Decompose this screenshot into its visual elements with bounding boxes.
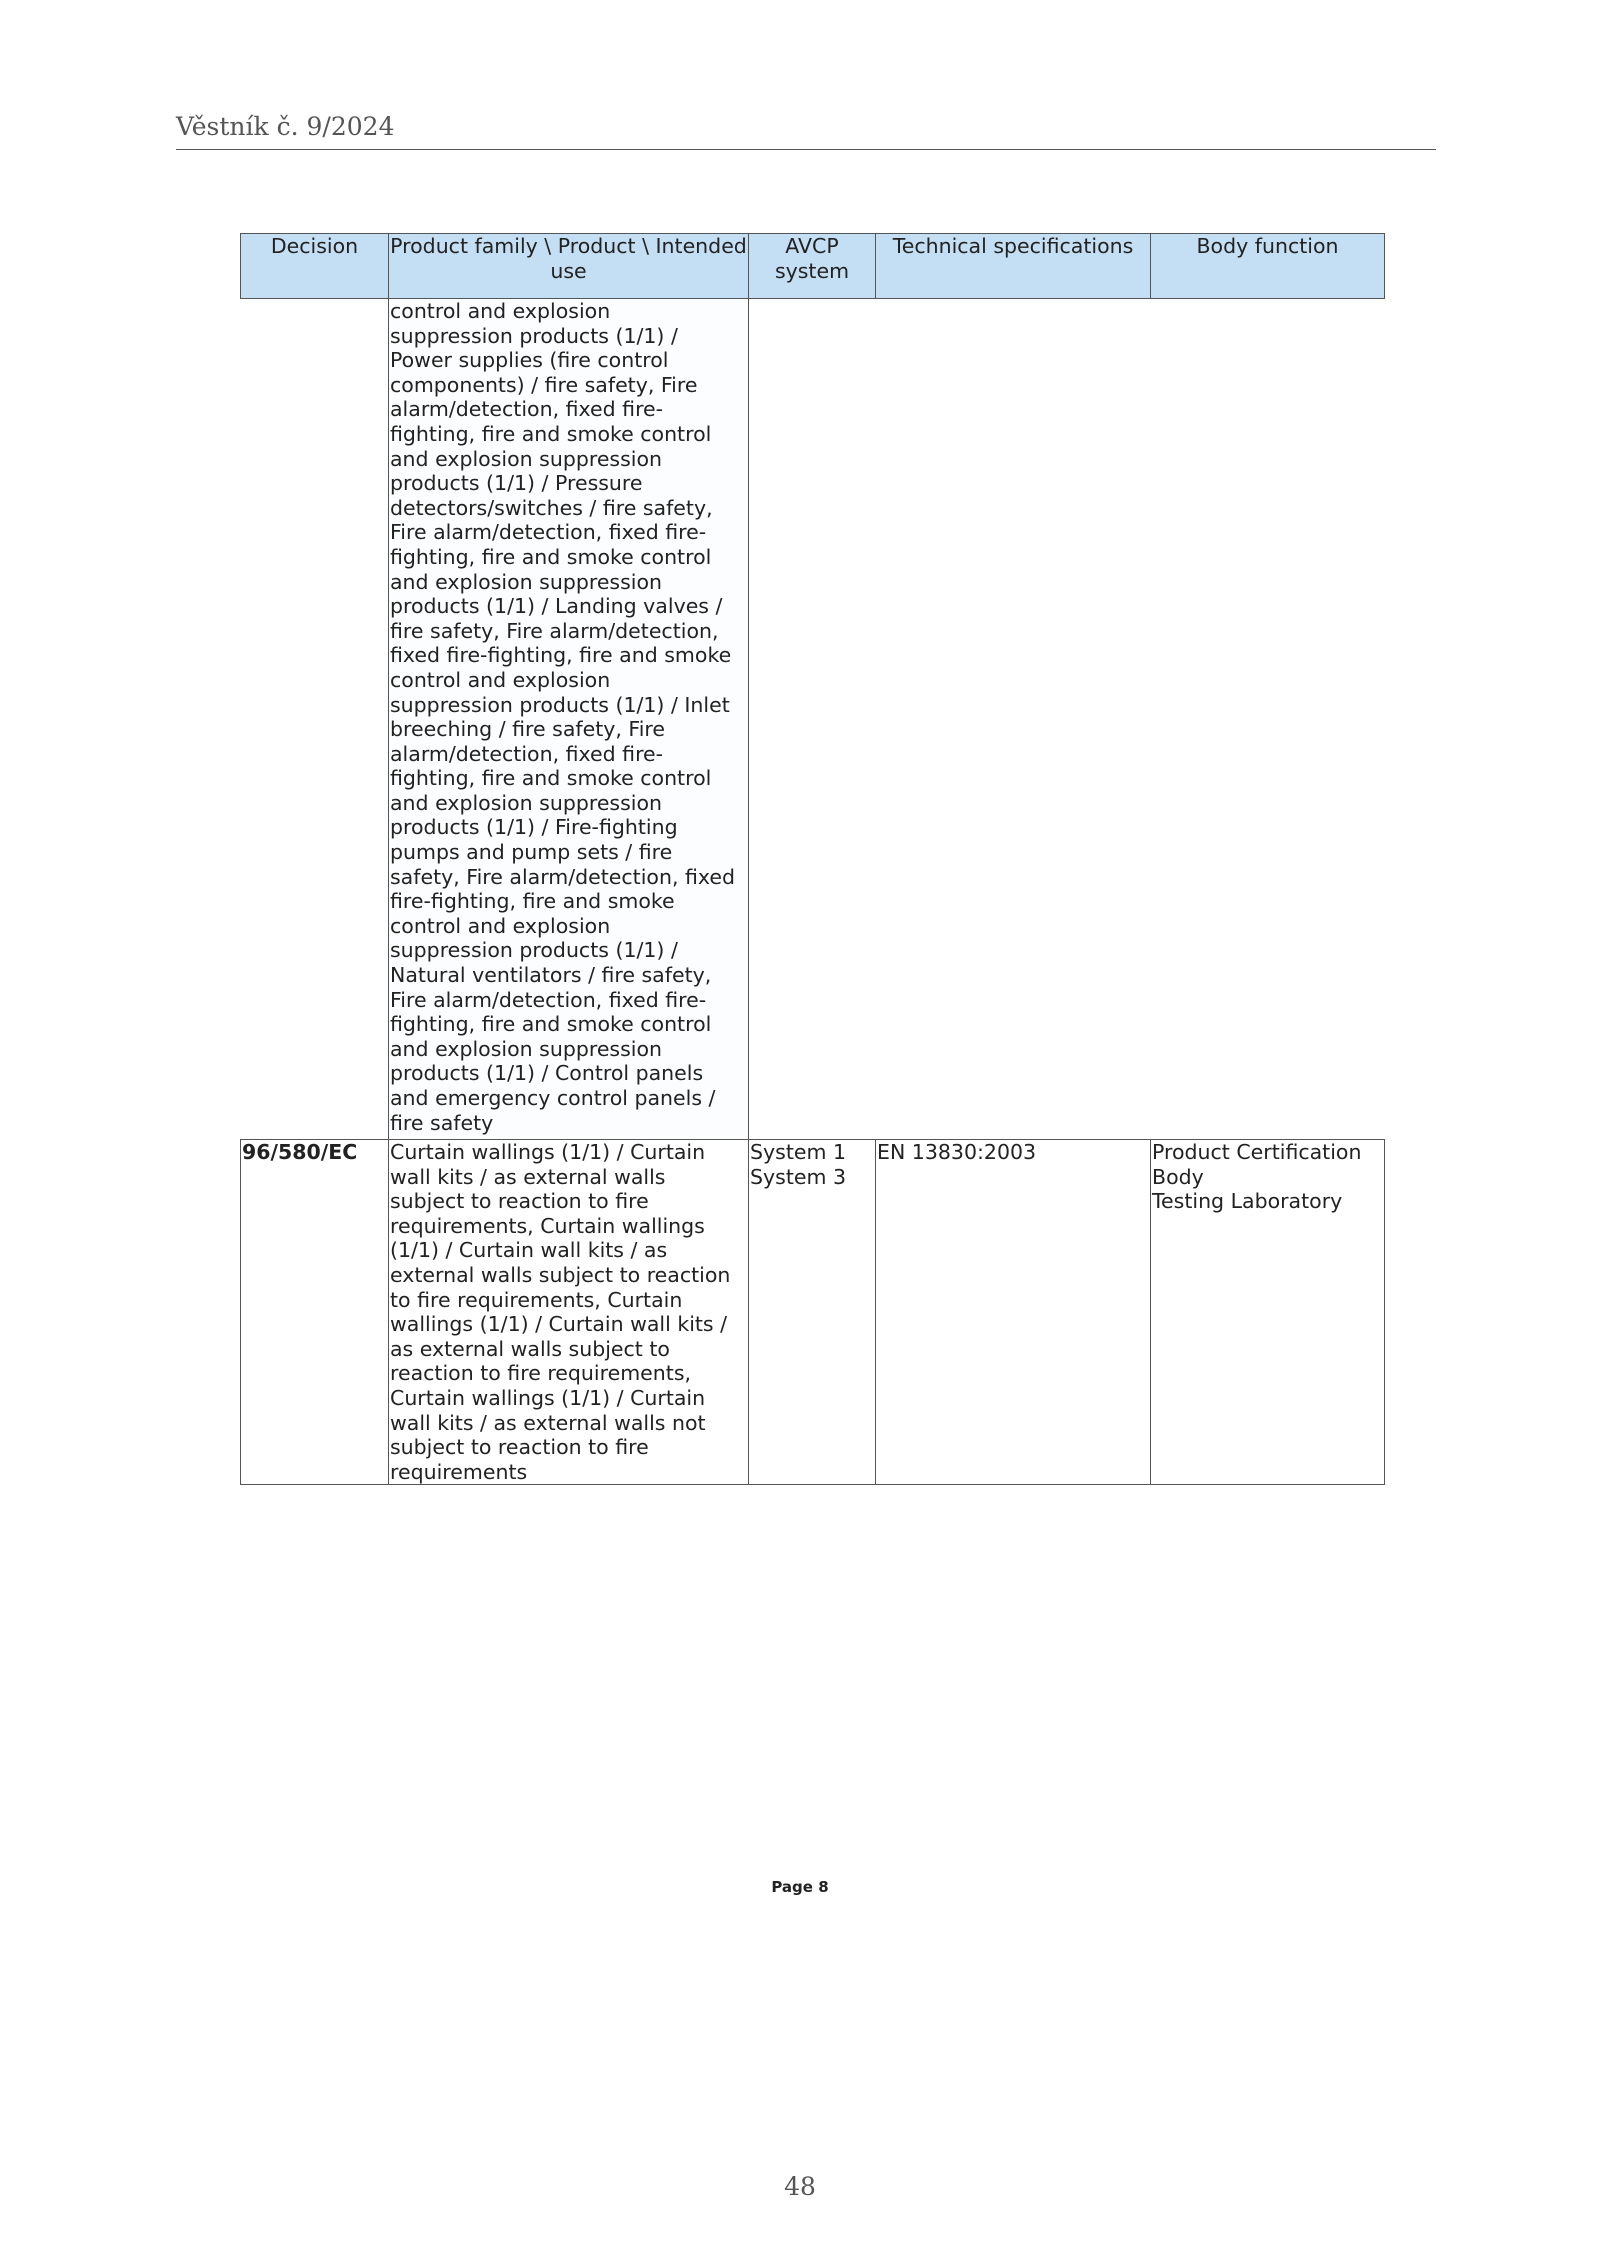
body-function-cell: Product Certification Body Testing Laboratory — [1151, 1140, 1385, 1485]
product-cell: control and explosion suppression products (1/1) / Power supplies (fire control components) / fire safety, Fire alarm/detection, fixed fire- fighting, fire and smoke control and explosion suppression products (1/1) / Pressure detectors/switches / fire safety, Fire alarm/detection, fixed fire- fighting, fire and smoke control and explosion suppression products (1/1) / Landing valves / fire safety, Fire alarm/detection, fixed fire-fighting, fire and smoke control and explosion suppression products (1/1) / Inlet breeching / fire safety, Fire alarm/detection, fixed fire- fighting, fire and smoke control and explosion suppression products (1/1) / Fire-fighting pumps and pump sets / fire safety, Fire alarm/detection, fixed fire-fighting, fire and smoke control and explosion suppression products (1/1) / Natural ventilators / fire safety, Fire alarm/detection, fixed fire- fighting, fire and smoke control and explosion suppression products (1/1) / Control panels and emergency control panels / fire safety — [389, 299, 749, 1140]
column-header-product: Product family \ Product \ Intended use — [389, 234, 749, 299]
body-function-cell — [1151, 299, 1385, 1140]
avcp-cell: System 1 System 3 — [749, 1140, 876, 1485]
page-number: 48 — [784, 2172, 816, 2201]
column-header-decision: Decision — [241, 234, 389, 299]
product-cell: Curtain wallings (1/1) / Curtain wall kits / as external walls subject to reaction to fire requirements, Curtain wallings (1/1) / Curtain wall kits / as external walls subject to reaction to fire requirements, Curtain wallings (1/1) / Curtain wall kits / as external walls subject to reaction to fire requirements, Curtain wallings (1/1) / Curtain wall kits / as external walls not subject to reaction to fire requirements — [389, 1140, 749, 1485]
table-row — [241, 1140, 1385, 1485]
page-header: Věstník č. 9/2024 — [176, 112, 1436, 150]
decision-cell — [241, 299, 389, 1140]
specs-cell — [876, 299, 1151, 1140]
column-header-technical-specifications: Technical specifications — [876, 234, 1151, 299]
column-header-body-function: Body function — [1151, 234, 1385, 299]
table-row-continued — [241, 299, 1385, 1140]
decision-cell: 96/580/EC — [241, 1140, 389, 1485]
specs-cell: EN 13830:2003 — [876, 1140, 1151, 1485]
column-header-avcp: AVCP system — [749, 234, 876, 299]
table-header-row — [241, 234, 1385, 299]
decisions-table — [240, 233, 1385, 1485]
page-label: Page 8 — [771, 1878, 829, 1896]
avcp-cell — [749, 299, 876, 1140]
